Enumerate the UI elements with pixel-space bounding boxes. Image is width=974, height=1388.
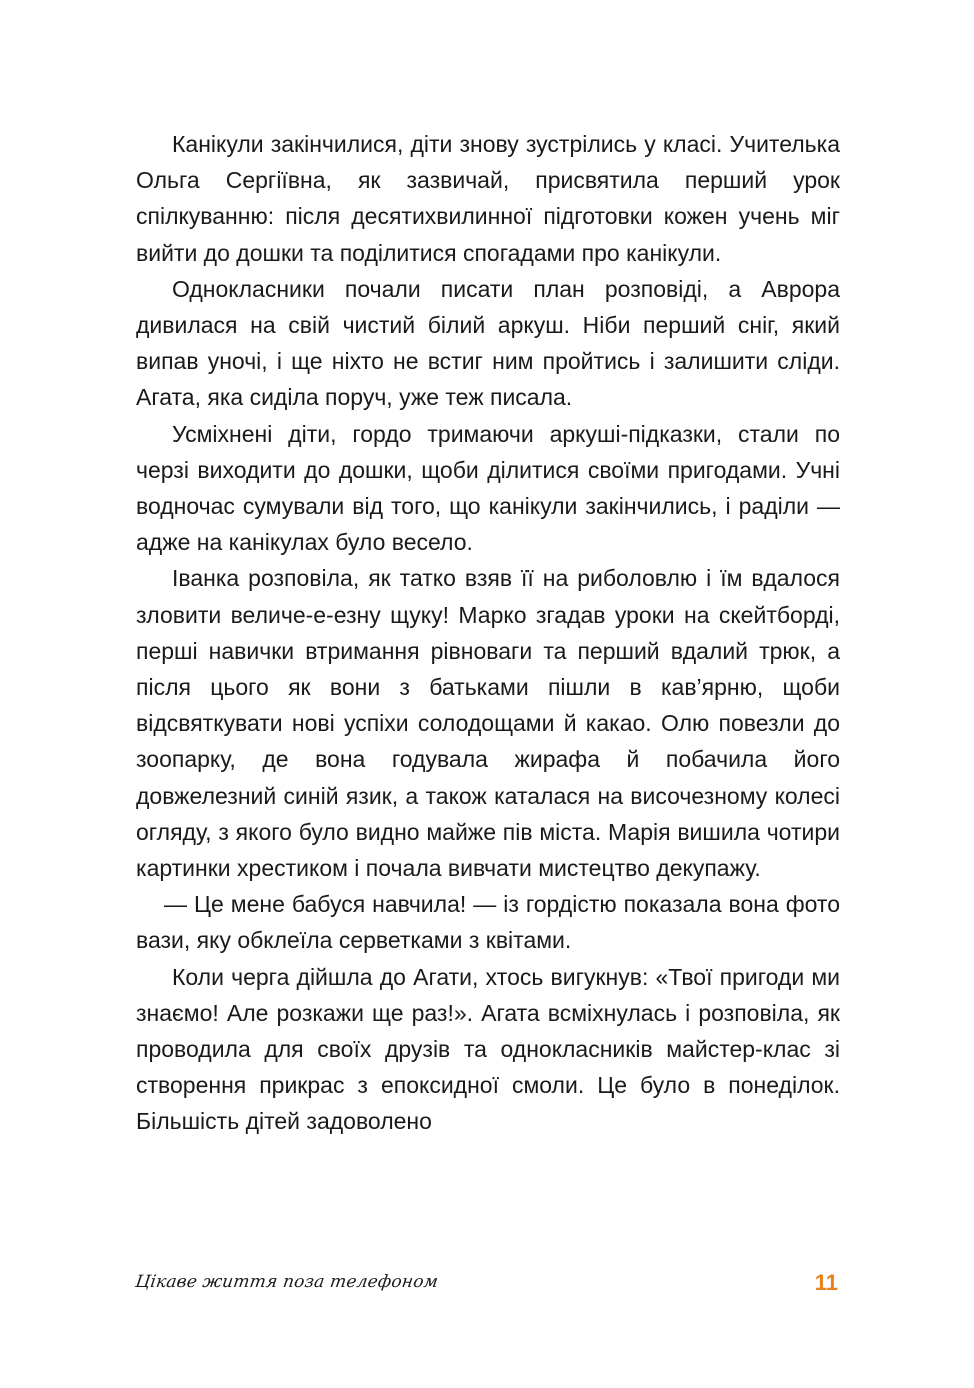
paragraph-4: Іванка розповіла, як татко взяв її на риболовлю і їм вдалося зловити величе-е-езну щуку! Марко згадав уроки на скейтборді, перші навички втримання рівноваги та перший вдалий трюк, а після цього як вони з батьками пішли в кав’ярню, щоби відсвяткувати нові успіхи солодощами й какао. Олю повезли до зоопарку, де вона годувала жирафа й побачила його довжелезний синій язик, а також каталася на височезному колесі огляду, з якого було видно майже пів міста. Марія вишила чотири картинки хрестиком і почала вивчати мистецтво декупажу.: [136, 565, 840, 882]
running-footer-book-title: Цікаве життя поза телефоном: [134, 1272, 440, 1292]
body-text: [136, 126, 840, 1140]
paragraph-1: Канікули закінчилися, діти знову зустрілись у класі. Учителька Ольга Сергіївна, як зазвичай, присвятила перший урок спілкуванню: після десятихвилинної підготовки кожен учень міг вийти до дошки та поділитися спогадами про канікули.: [136, 131, 840, 266]
paragraph-6: Коли черга дійшла до Агати, хтось вигукнув: «Твої пригоди ми знаємо! Але розкажи ще раз!». Агата всміхнулась і розповіла, як проводила для своїх друзів та однокласників майстер-клас зі створення прикрас з епоксидної смоли. Це було в понеділок. Більшість дітей задоволено: [136, 963, 840, 1135]
page-number: 11: [814, 1270, 838, 1295]
paragraph-2: Однокласники почали писати план розповіді, а Аврора дивилася на свій чистий білий аркуш. Ніби перший сніг, який випав уночі, і ще ніхто не встиг ним пройтись і залишити сліди. Агата, яка сиділа поруч, уже теж писала.: [136, 275, 840, 411]
paragraph-5-dialogue: — Це мене бабуся навчила! — із гордістю показала вона фото вази, яку обклеїла серветками з квітами.: [136, 891, 840, 954]
paragraph-3: Усміхнені діти, гордо тримаючи аркуші-підказки, стали по черзі виходити до дошки, щоби ділитися своїми пригодами. Учні водночас сумували від того, що канікули закінчились, і раділи — адже на канікулах було весело.: [136, 420, 840, 556]
